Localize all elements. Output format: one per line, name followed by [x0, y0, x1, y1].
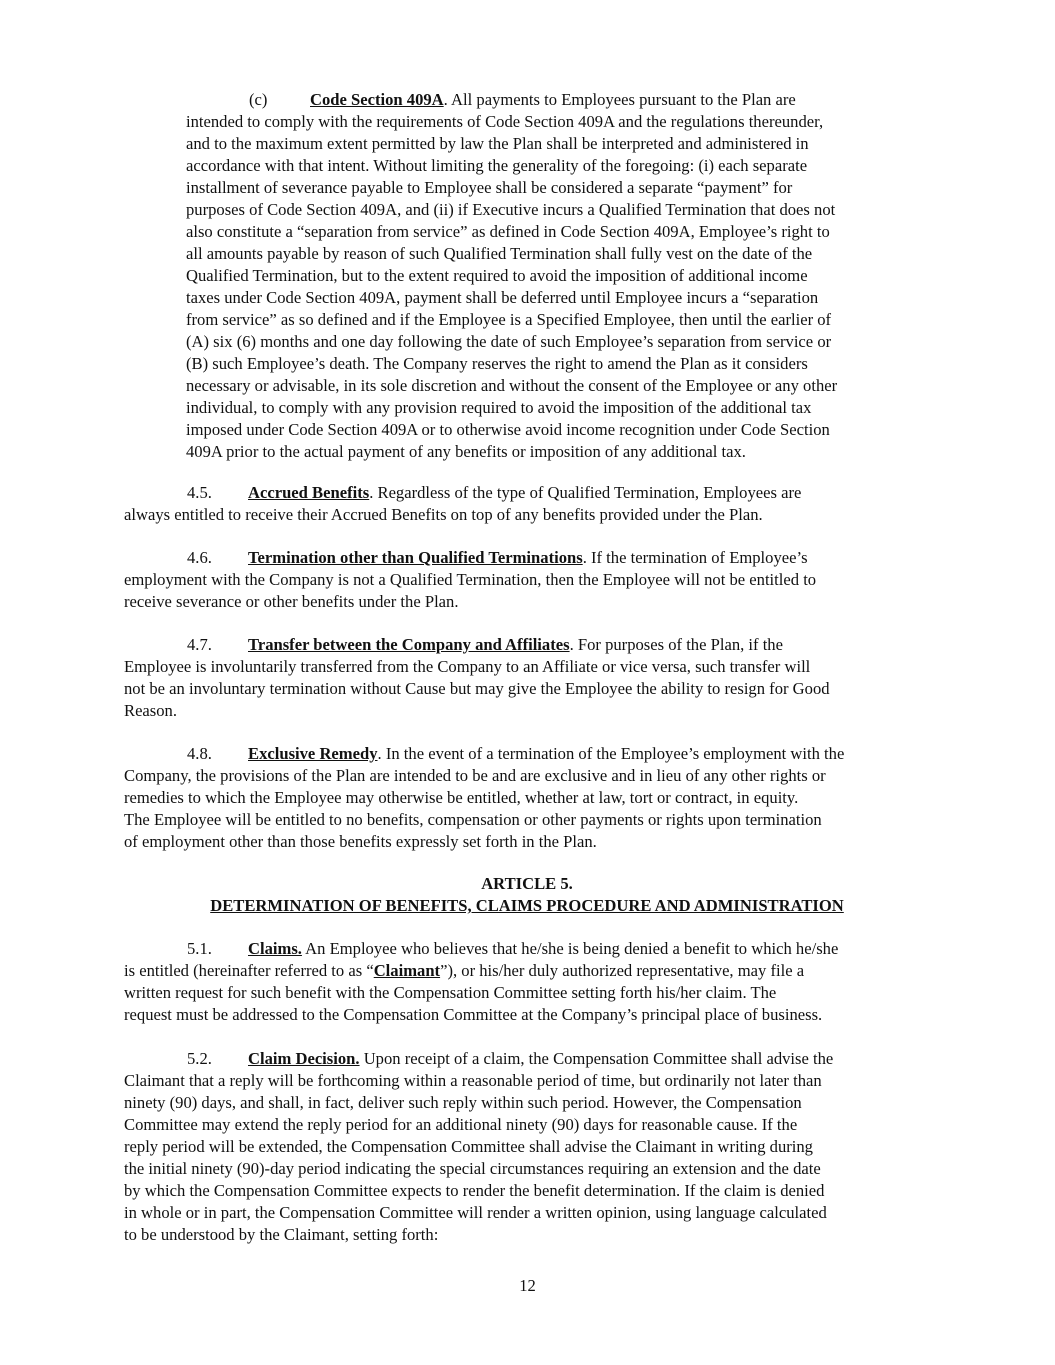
paragraph-line: not be an involuntary termination without Cause but may give the Employee the ability to resign for Good	[124, 679, 830, 698]
section-5-1-first-line-text: An Employee who believes that he/she is being denied a benefit to which he/she	[301, 939, 839, 958]
paragraph-line: employment with the Company is not a Qualified Termination, then the Employee will not be entitled to	[124, 570, 817, 589]
section-4-8-paragraph	[124, 743, 845, 853]
paragraph-line: Employee is involuntarily transferred from the Company to an Affiliate or vice versa, such transfer will	[124, 657, 811, 676]
section-5-2-paragraph	[124, 1048, 834, 1246]
paragraph-line: ninety (90) days, and shall, in fact, deliver such reply within such period. However, the Compensation	[124, 1093, 802, 1112]
paragraph-line: reply period will be extended, the Compensation Committee shall advise the Claimant in writing during	[124, 1137, 813, 1156]
paragraph-line: Committee may extend the reply period for an additional ninety (90) days for reasonable cause. If the	[124, 1115, 798, 1134]
section-5-2-first-line-text: Upon receipt of a claim, the Compensation Committee shall advise the	[359, 1049, 834, 1068]
article-heading	[124, 873, 930, 917]
section-4-7-first-line	[124, 634, 830, 656]
page-number: 12	[519, 1276, 536, 1295]
section-4-8-first-line	[124, 743, 845, 765]
paragraph-line: accordance with that intent. Without limiting the generality of the foregoing: (i) each separate	[186, 156, 808, 175]
paragraph-line: Company, the provisions of the Plan are intended to be and are exclusive and in lieu of any other rights or	[124, 766, 826, 785]
paragraph-line: (A) six (6) months and one day following the date of such Employee’s separation from service or	[186, 332, 832, 351]
paragraph-line: The Employee will be entitled to no benefits, compensation or other payments or rights upon termination	[124, 810, 822, 829]
paragraph-line: of employment other than those benefits expressly set forth in the Plan.	[124, 832, 597, 851]
paragraph-line: individual, to comply with any provision required to avoid the imposition of the additional tax	[186, 398, 812, 417]
section-c-label: (c)	[249, 90, 268, 109]
article-title: DETERMINATION OF BENEFITS, CLAIMS PROCEDURE AND ADMINISTRATION	[210, 896, 844, 915]
section-4-8-number: 4.8.	[187, 744, 212, 763]
paragraph-line: taxes under Code Section 409A, payment shall be deferred until Employee incurs a “separation	[186, 288, 819, 307]
section-4-6-first-line	[124, 547, 816, 569]
section-c-first-line	[186, 89, 837, 111]
paragraph-line: Claimant that a reply will be forthcoming within a reasonable period of time, but ordinarily not later than	[124, 1071, 822, 1090]
paragraph-line: and to the maximum extent permitted by law the Plan shall be interpreted and administered in	[186, 134, 809, 153]
paragraph-line: necessary or advisable, in its sole discretion and without the consent of the Employee or any other	[186, 376, 838, 395]
section-c-heading: Code Section 409A	[310, 90, 444, 109]
paragraph-line: also constitute a “separation from service” as defined in Code Section 409A, Employee’s right to	[186, 222, 830, 241]
section-c-first-line-text: . All payments to Employees pursuant to the Plan are	[443, 90, 796, 109]
paragraph-line: by which the Compensation Committee expects to render the benefit determination. If the claim is denied	[124, 1181, 825, 1200]
paragraph-line: Reason.	[124, 701, 177, 720]
paragraph-line: imposed under Code Section 409A or to otherwise avoid income recognition under Code Section	[186, 420, 830, 439]
paragraph-line: request must be addressed to the Compensation Committee at the Company’s principal place of business.	[124, 1005, 823, 1024]
paragraph-line: always entitled to receive their Accrued Benefits on top of any benefits provided under the Plan.	[124, 505, 763, 524]
section-4-7-heading: Transfer between the Company and Affiliates	[248, 635, 570, 654]
paragraph-line: (B) such Employee’s death. The Company reserves the right to amend the Plan as it considers	[186, 354, 808, 373]
line-text: ”), or his/her duly authorized representative, may file a	[440, 961, 805, 980]
paragraph-line: intended to comply with the requirements of Code Section 409A and the regulations thereunder,	[186, 112, 824, 131]
section-5-2-heading: Claim Decision.	[248, 1049, 360, 1068]
section-5-1-number: 5.1.	[187, 939, 212, 958]
section-c-paragraph	[186, 89, 837, 463]
paragraph-line: in whole or in part, the Compensation Committee will render a written opinion, using language calculated	[124, 1203, 827, 1222]
section-5-2-number: 5.2.	[187, 1049, 212, 1068]
section-5-1-heading: Claims.	[248, 939, 302, 958]
section-4-7-first-line-text: . For purposes of the Plan, if the	[569, 635, 783, 654]
section-4-8-first-line-text: . In the event of a termination of the Employee’s employment with the	[377, 744, 845, 763]
paragraph-line: Qualified Termination, but to the extent required to avoid the imposition of additional income	[186, 266, 808, 285]
article-number: ARTICLE 5.	[481, 874, 573, 893]
section-4-6-first-line-text: . If the termination of Employee’s	[582, 548, 808, 567]
section-5-1-paragraph	[124, 938, 839, 1026]
section-5-1-first-line	[124, 938, 839, 960]
paragraph-line: all amounts payable by reason of such Qualified Termination shall fully vest on the date of the	[186, 244, 813, 263]
paragraph-line: from service” as so defined and if the Employee is a Specified Employee, then until the earlier of	[186, 310, 832, 329]
section-4-5-first-line	[124, 482, 802, 504]
section-5-2-first-line	[124, 1048, 834, 1070]
paragraph-line: remedies to which the Employee may otherwise be entitled, whether at law, tort or contract, in equity.	[124, 788, 799, 807]
section-4-6-number: 4.6.	[187, 548, 212, 567]
section-4-6-paragraph	[124, 547, 816, 613]
paragraph-line: installment of severance payable to Employee shall be considered a separate “payment” for	[186, 178, 793, 197]
claimant-term: Claimant	[373, 961, 441, 980]
section-4-5-heading: Accrued Benefits	[248, 483, 370, 502]
paragraph-line: receive severance or other benefits under the Plan.	[124, 592, 459, 611]
paragraph-line: 409A prior to the actual payment of any benefits or imposition of any additional tax.	[186, 442, 746, 461]
paragraph-line: to be understood by the Claimant, setting forth:	[124, 1225, 439, 1244]
section-5-1-second-line	[124, 960, 822, 982]
section-4-6-heading: Termination other than Qualified Terminations	[248, 548, 583, 567]
section-4-5-paragraph	[124, 482, 802, 526]
section-4-8-heading: Exclusive Remedy	[248, 744, 378, 763]
section-4-7-number: 4.7.	[187, 635, 212, 654]
paragraph-line: purposes of Code Section 409A, and (ii) if Executive incurs a Qualified Termination that does not	[186, 200, 836, 219]
paragraph-line: the initial ninety (90)-day period indicating the special circumstances requiring an extension and the date	[124, 1159, 821, 1178]
section-4-7-paragraph	[124, 634, 830, 722]
paragraph-line: written request for such benefit with the Compensation Committee setting forth his/her claim. The	[124, 983, 777, 1002]
section-4-5-number: 4.5.	[187, 483, 212, 502]
line-text: is entitled (hereinafter referred to as “	[124, 961, 374, 980]
section-4-5-first-line-text: . Regardless of the type of Qualified Termination, Employees are	[369, 483, 802, 502]
